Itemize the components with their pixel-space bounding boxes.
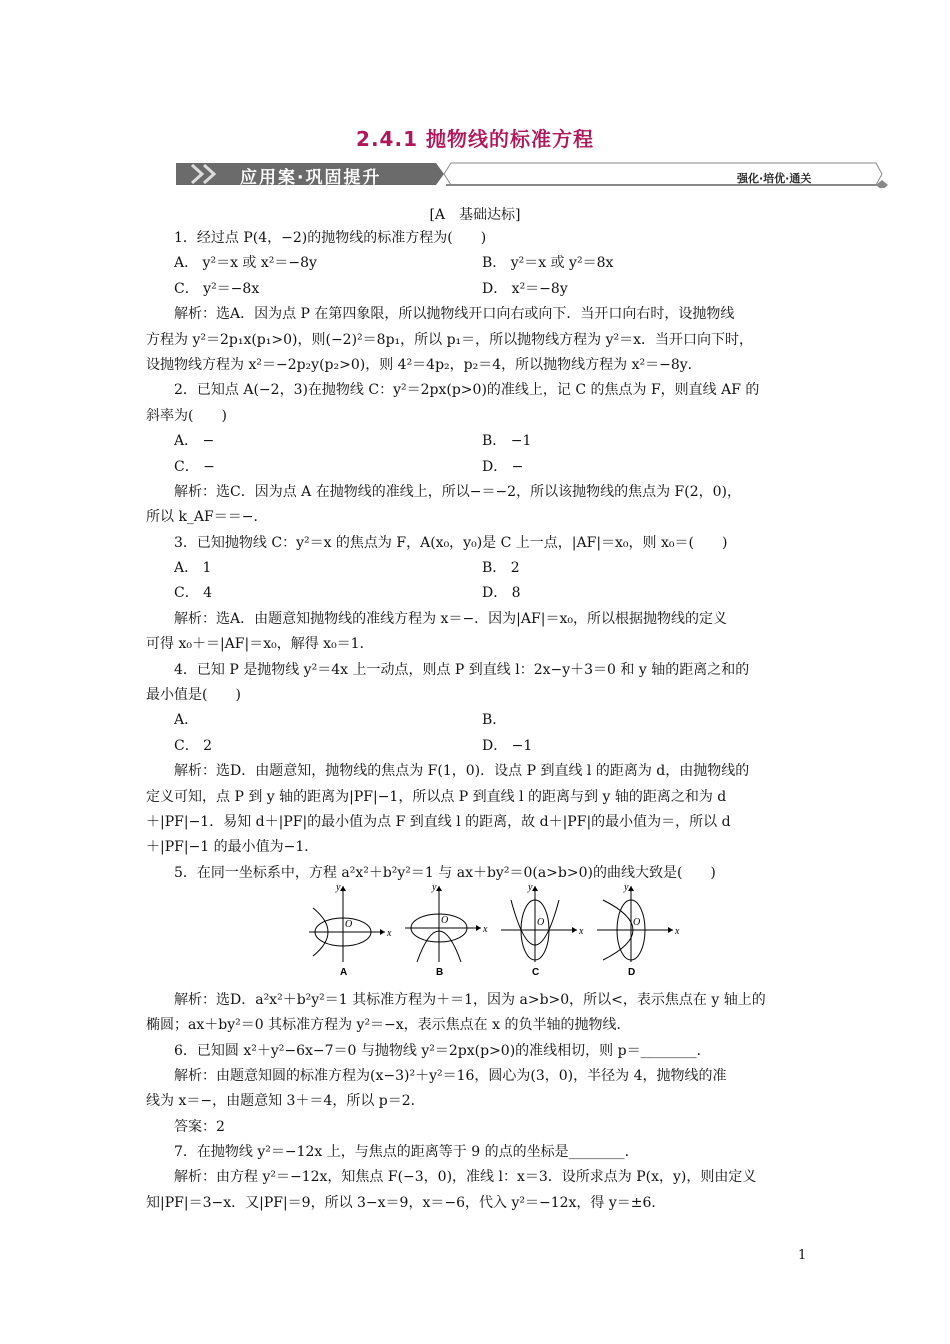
figure-label-c: C	[532, 967, 540, 978]
option-right: D． x²＝−8y	[482, 280, 568, 297]
option-row	[146, 277, 811, 302]
paragraph-line: 2．已知点 A(−2，3)在抛物线 C：y²＝2px(p>0)的准线上，记 C 的焦点为 F，则直线 AF 的	[174, 382, 760, 399]
paragraph-line: 解析：选D．由题意知，抛物线的焦点为 F(1，0)．设点 P 到直线 l 的距离为 d，由抛物线的	[174, 763, 750, 780]
svg-text:O: O	[633, 917, 641, 928]
option-right: D． 8	[482, 585, 521, 602]
paragraph-continuation: 定义可知，点 P 到 y 轴的距离为|PF|−1，所以点 P 到直线 l 的距离与到 y 轴的距离之和为 d	[146, 788, 727, 805]
svg-text:O: O	[441, 915, 449, 926]
paragraph-continuation: 椭圆；ax＋by²＝0 其标准方程为 y²＝−x，表示焦点在 x 的负半轴的抛物线．	[146, 1017, 631, 1034]
option-row	[146, 734, 811, 759]
figure-b	[405, 882, 488, 962]
paragraph-line: 5．在同一坐标系中，方程 a²x²＋b²y²＝1 与 ax＋by²＝0(a>b>0)的曲线大致是( )	[174, 864, 716, 881]
paragraph-line: 解析：由方程 y²＝−12x，知焦点 F(−3，0)，准线 l：x＝3．设所求点为 P(x，y)，则由定义	[174, 1169, 757, 1186]
svg-text:x: x	[483, 924, 488, 935]
svg-text:y: y	[624, 882, 629, 893]
paragraph-line: 解析：选A．因为点 P 在第四象限，所以抛物线开口向右或向下．当开口向右时，设抛物线	[174, 306, 735, 323]
option-left: A． 1	[174, 560, 212, 577]
option-row	[146, 455, 811, 480]
page-number: 1	[798, 1248, 807, 1263]
figure-d	[597, 882, 680, 962]
paragraph-continuation: ＋|PF|−1 的最小值为−1．	[146, 839, 319, 856]
svg-text:x: x	[579, 926, 584, 937]
page-title: 2.4.1 抛物线的标准方程	[356, 127, 594, 151]
paragraph-continuation: 设抛物线方程为 x²＝−2p₂y(p₂>0)，则 4²＝4p₂，p₂＝4，所以抛物线方程为 x²＝−8y．	[146, 356, 702, 373]
figure-c	[501, 882, 584, 962]
paragraph-line: 解析：选D．a²x²＋b²y²＝1 其标准方程为＋＝1，因为 a>b>0，所以<，表示焦点在 y 轴上的	[174, 991, 766, 1008]
option-right: B． −1	[482, 433, 532, 450]
paragraph-continuation: 可得 x₀＋＝|AF|＝x₀，解得 x₀＝1．	[146, 636, 374, 653]
paragraph-line: 4．已知 P 是抛物线 y²＝4x 上一动点，则点 P 到直线 l：2x−y＋3＝0 和 y 轴的距离之和的	[174, 661, 750, 678]
svg-text:x: x	[675, 926, 680, 937]
axis-y: y	[336, 882, 341, 893]
option-row	[146, 429, 811, 454]
paragraph-line: 6．已知圆 x²＋y²−6x−7＝0 与抛物线 y²＝2px(p>0)的准线相切，则 p＝________．	[174, 1042, 711, 1059]
paragraph-continuation: 知|PF|＝3−x．又|PF|＝9，所以 3−x＝9，x＝−6，代入 y²＝−12x，得 y＝±6．	[146, 1194, 666, 1211]
paragraph-continuation: 线为 x＝−，由题意知 3＋＝4，所以 p＝2．	[146, 1093, 425, 1110]
option-left: C． −	[174, 458, 215, 475]
option-row	[146, 251, 811, 276]
option-right: B． y²＝x 或 y²＝8x	[482, 255, 614, 272]
paragraph-line: 7．在抛物线 y²＝−12x 上，与焦点的距离等于 9 的点的坐标是________．	[174, 1144, 639, 1161]
option-left: C． 4	[174, 585, 213, 602]
banner-tagline: 强化·培优·通关	[737, 172, 812, 185]
figure-label-a: A	[340, 967, 348, 978]
svg-text:y: y	[528, 882, 533, 893]
banner-label: 应用案·巩固提升	[240, 168, 382, 188]
paragraph-continuation: 斜率为( )	[146, 407, 227, 424]
option-row	[146, 556, 811, 581]
figure-a	[309, 882, 392, 962]
option-right: D． −	[482, 458, 524, 475]
paragraph-continuation: 最小值是( )	[146, 687, 241, 704]
section-heading: [A 基础达标]	[429, 207, 521, 223]
svg-text:O: O	[345, 919, 353, 930]
option-right: D． −1	[482, 737, 533, 754]
option-left: C． y²＝−8x	[174, 280, 260, 297]
paragraph-continuation: ＋|PF|−1．易知 d＋|PF|的最小值为点 F 到直线 l 的距离，故 d＋|PF|的最小值为＝，所以 d	[146, 813, 731, 830]
paragraph-line: 1．经过点 P(4，−2)的抛物线的标准方程为( )	[174, 230, 487, 246]
svg-text:x: x	[387, 928, 392, 939]
option-row	[146, 581, 811, 606]
paragraph-continuation: 方程为 y²＝2p₁x(p₁>0)，则(−2)²＝8p₁，所以 p₁＝，所以抛物线方程为 y²＝x．当开口向下时，	[146, 331, 754, 348]
paragraph-line: 解析：由题意知圆的标准方程为(x−3)²＋y²＝16，圆心为(3，0)，半径为 4，抛物线的准	[174, 1067, 727, 1084]
option-row	[146, 708, 811, 733]
option-left: A． y²＝x 或 x²＝−8y	[174, 255, 317, 272]
paragraph-line: 3．已知抛物线 C：y²＝x 的焦点为 F，A(x₀，y₀)是 C 上一点，|AF|＝x₀，则 x₀＝( )	[174, 534, 728, 551]
figure-label-d: D	[628, 967, 636, 978]
option-left: A．	[174, 712, 199, 729]
option-right: B． 2	[482, 560, 520, 577]
document-body	[146, 226, 811, 1216]
paragraph-line: 解析：选C．因为点 A 在抛物线的准线上，所以−＝−2，所以该抛物线的焦点为 F(2，0)，	[174, 483, 741, 500]
paragraph-line: 解析：选A．由题意知抛物线的准线方程为 x＝−．因为|AF|＝x₀，所以根据抛物线的定义	[174, 610, 727, 627]
option-right: B．	[482, 712, 507, 729]
paragraph-continuation: 所以 k_AF＝＝−．	[146, 509, 268, 526]
figure-label-b: B	[436, 967, 444, 978]
svg-text:O: O	[537, 917, 545, 928]
answer-figures	[305, 880, 685, 978]
svg-text:y: y	[432, 882, 437, 893]
paragraph-line: 答案：2	[174, 1118, 225, 1135]
option-left: C． 2	[174, 737, 213, 754]
option-left: A． −	[174, 433, 215, 450]
